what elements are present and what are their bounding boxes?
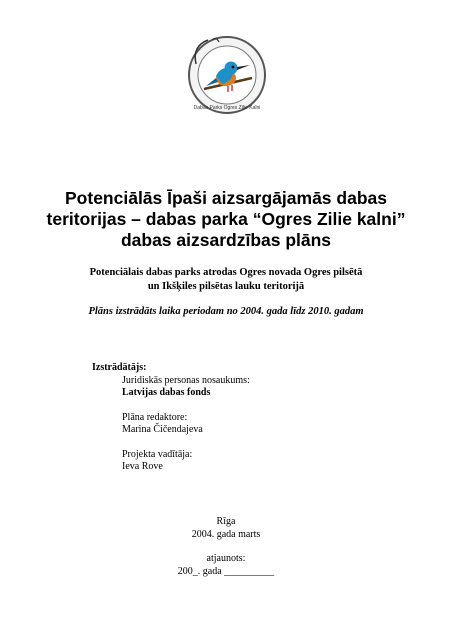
updated-value: 200_. gada __________ [177, 565, 275, 577]
legal-entity-name: Latvijas dabas fonds [122, 387, 211, 398]
location-line-1: Potenciālais dabas parks atrodas Ogres novada Ogres pilsētā [89, 267, 363, 278]
document-footer [130, 516, 322, 578]
svg-text:Dabas Parks Ogres Zilie Kalni: Dabas Parks Ogres Zilie Kalni [193, 105, 261, 111]
manager-name: Ieva Rove [122, 461, 163, 472]
manager-label: Projekta vadītāja: [122, 448, 193, 460]
document-date: 2004. gada marts [191, 528, 261, 540]
location-line-2: un Ikšķiles pilsētas lauku teritorijā [147, 281, 305, 292]
location-description [60, 266, 392, 294]
city: Rīga [216, 516, 236, 527]
legal-entity-label: Juridiskās personas nosaukums: [122, 374, 250, 386]
kingfisher-emblem-icon [186, 34, 268, 116]
developer-label: Izstrādātājs: [92, 362, 147, 373]
page-title: Potenciālās Īpaši aizsargājamās dabas teritorijas – dabas parka “Ogres Zilie kalni” dabas aizsardzības plāns [46, 188, 406, 250]
editor-label: Plāna redaktore: [122, 411, 188, 423]
author-info [92, 362, 250, 474]
editor-name: Marina Čičendajeva [122, 424, 203, 435]
plan-period: Plāns izstrādāts laika periodam no 2004. gada līdz 2010. gadam [88, 306, 364, 317]
updated-label: atjaunots: [206, 553, 246, 564]
